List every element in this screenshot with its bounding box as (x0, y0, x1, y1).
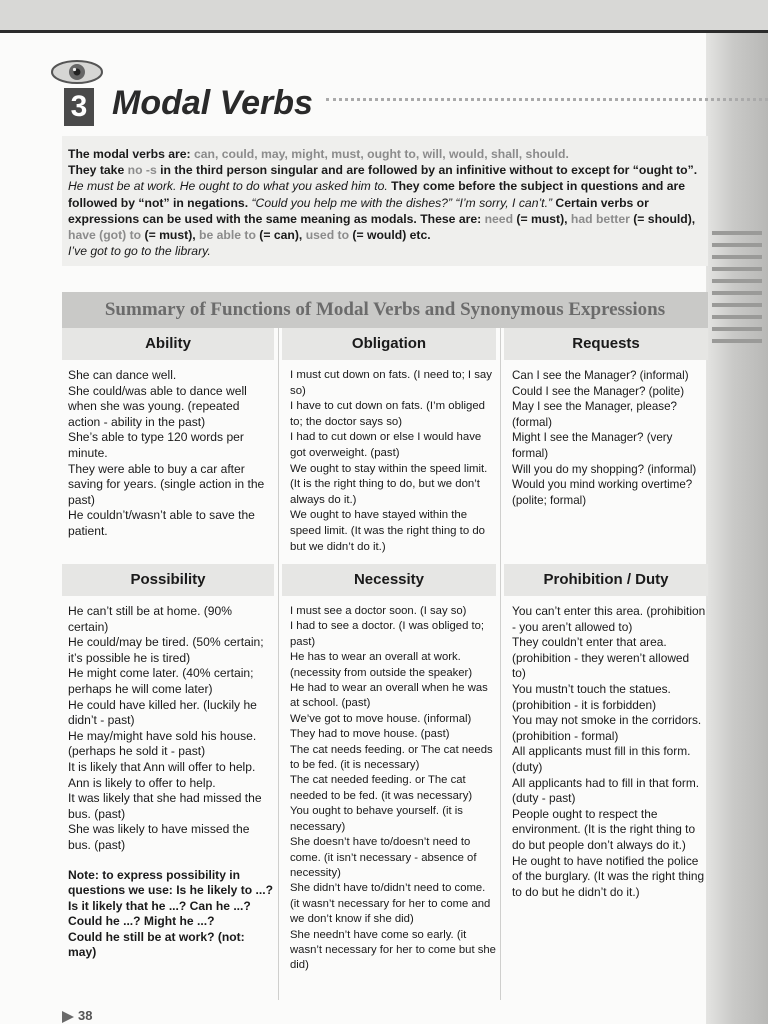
intro-example-3: I’ve got to go to the library. (68, 244, 211, 259)
prohibition-text: You can’t enter this area. (prohibition - you aren’t allowed to) They couldn’t enter that area. (prohibition - they weren’t allowed to) You mustn’t touch the statues. (prohibition - it is forbidden) You may not smoke in the corridors. (prohibition - formal) All applicants must fill in this form. (duty) All applicants had to fill in that form. (duty - past) People ought to respect the environment. (It is the right thing to do but people don’t always do it.) He ought to have notified the police of the burglary. (It was the right thing to do but he didn’t do it.) (512, 604, 706, 899)
possibility-text: He can’t still be at home. (90% certain) He could/may be tired. (50% certain; it’s possible he is tired) He might come later. (40% certain; perhaps he will come later) He could have killed her. (luckily he didn’t - past) He may/might have sold his house. (perhaps he sold it - past) It is likely that Ann will offer to help. Ann is likely to offer to help. It was likely that she had missed the bus. (past) She was likely to have missed the bus. (past) (68, 604, 264, 852)
intro-box (62, 136, 708, 266)
necessity-text: I must see a doctor soon. (I say so) I had to see a doctor. (I was obliged to; past) He has to wear an overall at work. (necessity from outside the speaker) He had to wear an overall when he was at school. (past) We’ve got to move house. (informal) They had to move house. (past) The cat needs feeding. or The cat needs to be fed. (it is necessary) The cat needed feeding. or The cat needed to be fed. (it was necessary) You ought to behave yourself. (it is necessary) She doesn’t have to/doesn’t need to come. (it isn’t necessary - absence of necessity) She didn’t have to/didn’t need to come. (it wasn’t necessary for her to come and we don’t know if she did) She needn’t have come so early. (it wasn’t necessary for her to come but she did) (290, 605, 496, 972)
col-ability-header: Ability (62, 328, 274, 360)
page-number-text: 38 (78, 1008, 93, 1023)
adjacent-page-lines (712, 223, 762, 351)
necessity-cell (290, 604, 496, 974)
col-prohibition-header: Prohibition / Duty (504, 564, 708, 596)
intro-text-b: in the third person singular and are followed by an infinitive without to except for “ought to”. (156, 163, 698, 178)
possibility-note: Note: to express possibility in questions we use: Is he likely to ...? Is it likely that he ...? Can he ...? Could he ...? Might he ...? Could he still be at work? (not: may) (68, 867, 273, 960)
column-divider (278, 328, 279, 1000)
intro-text-a: They take (68, 163, 128, 178)
intro-no-s: no -s (127, 163, 157, 178)
intro-example-1: He must be at work. He ought to do what you asked him to. (68, 179, 388, 194)
syn-eq-must-2: (= must), (141, 228, 200, 243)
requests-text: Can I see the Manager? (informal) Could I see the Manager? (polite) May I see the Manager, please? (formal) Might I see the Manager? (very formal) Will you do my shopping? (informal) Would you mind working overtime? (polite; formal) (512, 369, 697, 507)
intro-modal-list: can, could, may, might, must, ought to, will, would, shall, should. (193, 147, 569, 161)
obligation-text: I must cut down on fats. (I need to; I say so) I have to cut down on fats. (I’m obliged to; the doctor says so) I had to cut down or else I would have got overweight. (past) We ought to stay within the speed limit. (It is the right thing to do, but we don’t always do it.) We ought to have stayed within the speed limit. (It was the right thing to do but we didn’t do it.) (290, 369, 492, 553)
col-requests-header: Requests (504, 328, 708, 360)
syn-eq-would: (= would) etc. (349, 228, 431, 243)
top-band (0, 0, 768, 32)
page-number (62, 1008, 92, 1023)
requests-cell (512, 368, 708, 508)
syn-be-able-to: be able to (199, 228, 256, 243)
intro-text-c: They come before the subject in questions and are followed by “not” in negations. (68, 179, 686, 210)
col-obligation-header: Obligation (282, 328, 496, 360)
column-divider (500, 328, 501, 1000)
syn-had-better: had better (570, 211, 630, 226)
intro-example-2: “Could you help me with the dishes?” “I’m sorry, I can’t.” (251, 195, 553, 210)
adjacent-page-edge (706, 33, 768, 1024)
syn-eq-should: (= should), (629, 211, 696, 226)
col-possibility-header: Possibility (62, 564, 274, 596)
obligation-cell (290, 368, 496, 555)
syn-eq-must-1: (= must), (513, 211, 571, 226)
intro-text-d: Certain verbs or expressions can be used with the same meaning as modals. These are: (68, 195, 649, 226)
title-dotted-rule (326, 98, 768, 101)
syn-used-to: used to (305, 228, 350, 243)
unit-number: 3 (64, 88, 94, 126)
syn-have-got-to: have (got) to (68, 228, 142, 243)
possibility-cell (68, 604, 274, 961)
eye-icon (50, 58, 104, 90)
ability-text: She can dance well. She could/was able to dance well when she was young. (repeated action - ability in the past) She’s able to type 120 words per minute. They were able to buy a car after saving for years. (single action in the past) He couldn’t/wasn’t able to save the patient. (68, 368, 265, 538)
col-necessity-header: Necessity (282, 564, 496, 596)
summary-title: Summary of Functions of Modal Verbs and Synonymous Expressions (62, 292, 708, 328)
top-rule (0, 30, 768, 33)
ability-cell (68, 368, 274, 540)
page-arrow-icon (62, 1011, 74, 1023)
syn-eq-can: (= can), (255, 228, 306, 243)
page-title: Modal Verbs (112, 84, 313, 122)
intro-lead: The modal verbs are: (68, 147, 194, 161)
syn-need: need (484, 211, 514, 226)
prohibition-cell (512, 604, 706, 900)
